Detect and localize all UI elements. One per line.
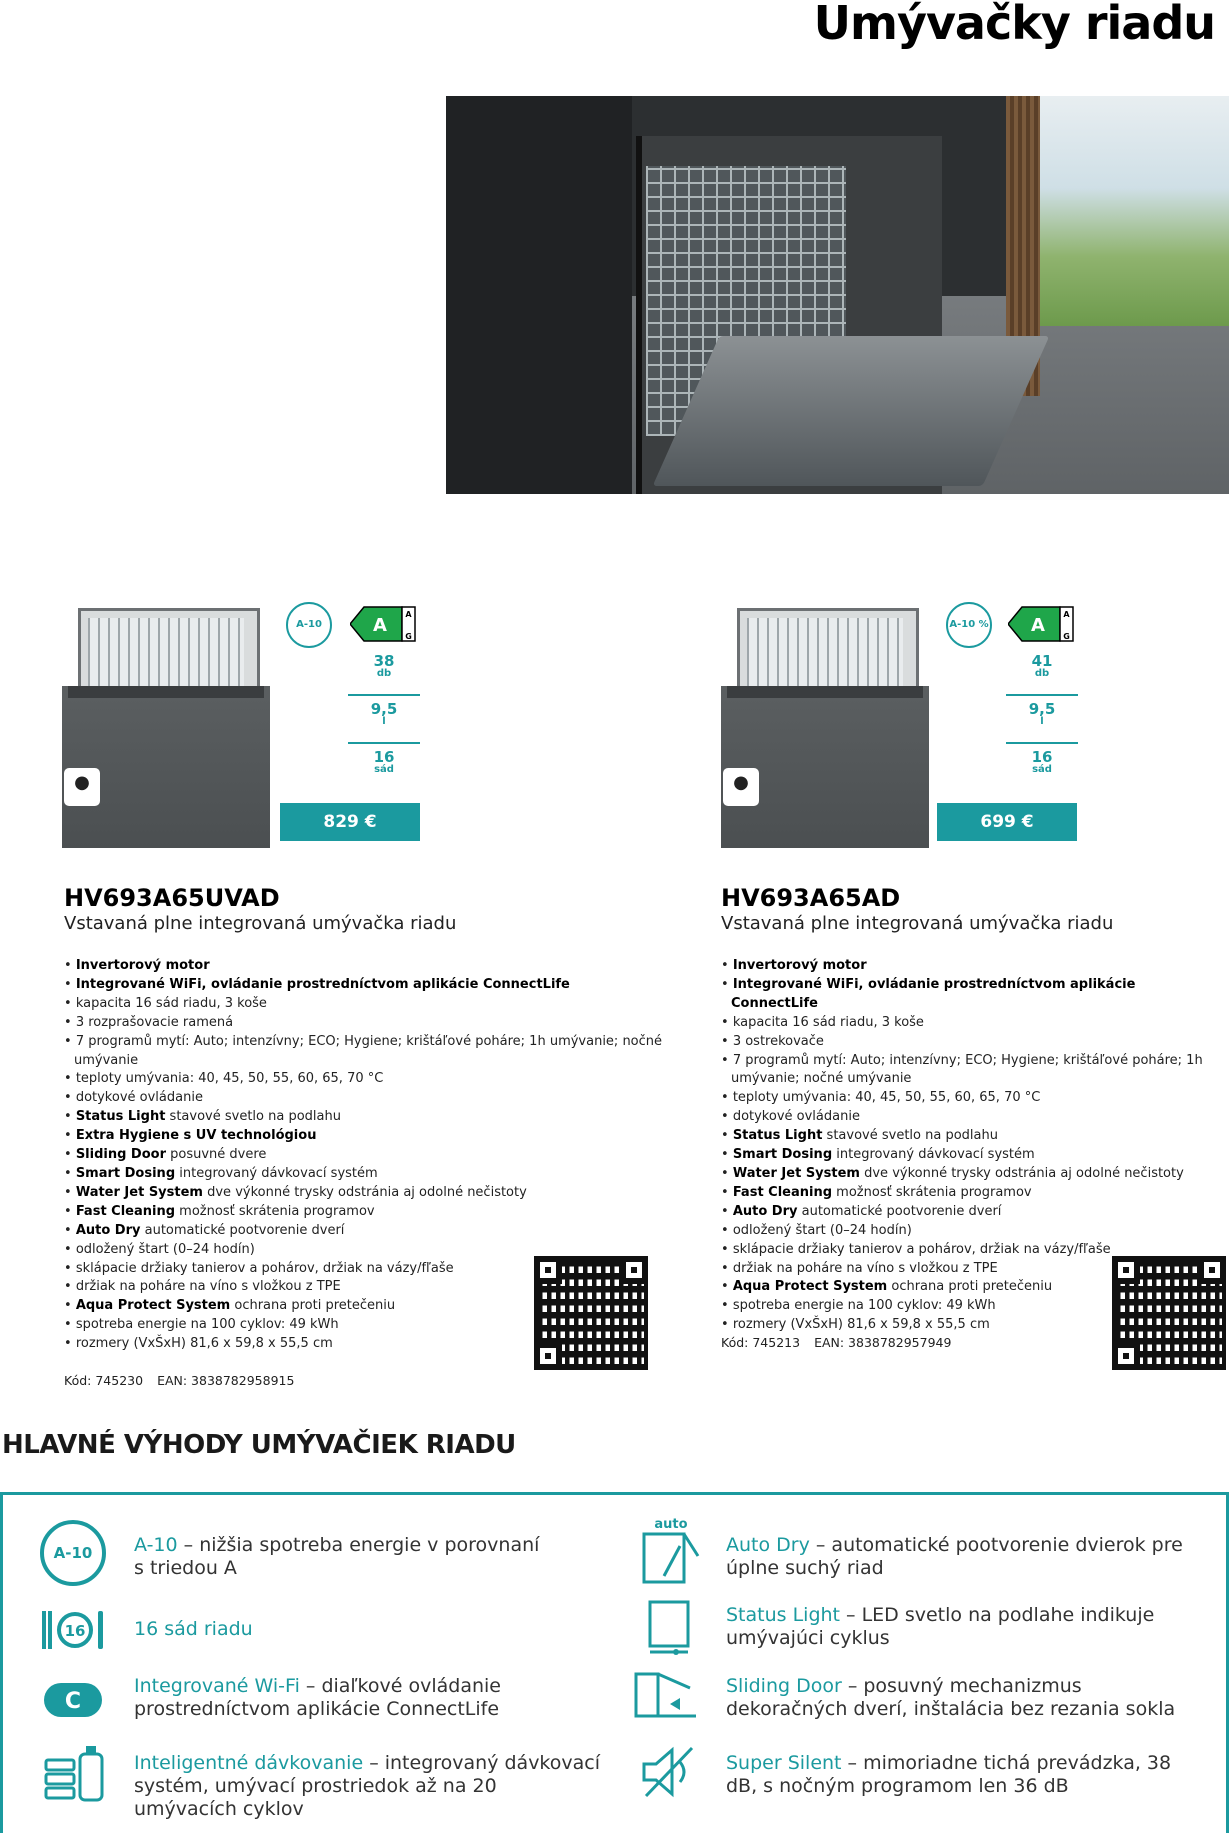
- feature-highlight: Status Light: [732, 1128, 823, 1144]
- feature-text: dve výkonné trysky odstránia aj odolné nečistoty: [202, 1184, 527, 1200]
- feature-item: [64, 995, 684, 1014]
- feature-text: 7 programů mytí: Auto; intenzívny; ECO; Hygiene; krištáľové poháre; 1h umývanie; nočné umývanie: [731, 1052, 1203, 1087]
- spec-water: 9,5 l: [348, 696, 420, 744]
- feature-text: stavové svetlo na podlahu: [822, 1128, 998, 1144]
- product-subtitle: Vstavaná plne integrovaná umývačka riadu: [64, 913, 457, 934]
- feature-text: teploty umývania: 40, 45, 50, 55, 60, 65, 70 °C: [732, 1090, 1041, 1106]
- benefit-smart-dosing: Inteligentné dávkovanie – integrovaný dávkovací systém, umývací prostriedok až na 20 umývacích cyklov: [134, 1752, 600, 1820]
- benefit-sliding-door: Sliding Door – posuvný mechanizmus dekoračných dverí, inštalácia bez rezania sokla: [726, 1675, 1176, 1720]
- feature-text: spotreba energie na 100 cyklov: 49 kWh: [75, 1317, 339, 1333]
- feature-text: spotreba energie na 100 cyklov: 49 kWh: [732, 1298, 996, 1314]
- feature-text: odložený štart (0–24 hodín): [75, 1241, 255, 1257]
- price-tag: 699 €: [937, 803, 1077, 841]
- auto-dry-icon: [636, 1516, 706, 1586]
- product-codes: [64, 1373, 294, 1388]
- feature-text: posuvné dvere: [166, 1147, 267, 1163]
- energy-class-letter: A: [373, 615, 387, 636]
- feature-text: ochrana proti pretečeniu: [887, 1279, 1053, 1295]
- feature-item: [64, 976, 684, 995]
- page-title: Umývačky riadu: [813, 0, 1215, 50]
- feature-text: stavové svetlo na podlahu: [165, 1109, 341, 1125]
- feature-item: [721, 1165, 1216, 1184]
- benefit-energy: A-10 – nižšia spotreba energie v porovnaní s triedou A: [134, 1534, 540, 1579]
- spec-noise: 41 db: [1006, 648, 1078, 696]
- feature-text: ochrana proti pretečeniu: [230, 1298, 396, 1314]
- product-subtitle: Vstavaná plne integrovaná umývačka riadu: [721, 913, 1114, 934]
- benefit-super-silent: Super Silent – mimoriadne tichá prevádzka, 38 dB, s nočným programom len 36 dB: [726, 1752, 1172, 1797]
- feature-text: integrovaný dávkovací systém: [175, 1165, 378, 1181]
- feature-text: kapacita 16 sád riadu, 3 koše: [732, 1014, 924, 1030]
- feature-item: [721, 1222, 1216, 1241]
- feature-item: [721, 1108, 1216, 1127]
- feature-highlight: Smart Dosing: [732, 1147, 833, 1163]
- energy-reduction-badge: A-10: [286, 602, 332, 648]
- feature-item: [64, 1222, 684, 1241]
- feature-text: integrovaný dávkovací systém: [832, 1147, 1035, 1163]
- wifi-icon: ●: [64, 768, 100, 806]
- detergent-dosing-icon: [38, 1740, 108, 1810]
- feature-text: dve výkonné trysky odstránia aj odolné nečistoty: [859, 1165, 1184, 1181]
- feature-text: dotykové ovládanie: [732, 1109, 860, 1125]
- feature-highlight: Aqua Protect System: [732, 1279, 888, 1295]
- feature-item: [721, 1184, 1216, 1203]
- feature-item: [64, 1089, 684, 1108]
- status-light-icon: [636, 1598, 706, 1658]
- product-ean: EAN: 3838782958915: [157, 1373, 295, 1388]
- feature-highlight: Water Jet System: [732, 1165, 860, 1181]
- model-name: HV693A65AD: [721, 884, 901, 912]
- feature-highlight: Integrované WiFi, ovládanie prostredníctvom aplikácie ConnectLife: [75, 976, 570, 992]
- product-image: [62, 608, 270, 848]
- product-image: [721, 608, 929, 848]
- feature-text: kapacita 16 sád riadu, 3 koše: [75, 995, 267, 1011]
- feature-item: [64, 1033, 684, 1071]
- benefit-wifi: Integrované Wi-Fi – diaľkové ovládanie prostredníctvom aplikácie ConnectLife: [134, 1675, 501, 1720]
- energy-scale-top: A: [1063, 610, 1070, 619]
- product-ean: EAN: 3838782957949: [814, 1335, 952, 1350]
- hero-dishwasher-photo: [446, 96, 1229, 494]
- feature-item: [64, 1014, 684, 1033]
- benefits-heading: HLAVNÉ VÝHODY UMÝVAČIEK RIADU: [2, 1430, 516, 1460]
- spec-capacity: 16 sád: [373, 748, 395, 775]
- feature-item: [721, 1052, 1216, 1090]
- spec-noise: 38 db: [348, 648, 420, 696]
- feature-text: automatické pootvorenie dverí: [140, 1222, 345, 1238]
- feature-text: držiak na poháre na víno s vložkou z TPE: [732, 1260, 998, 1276]
- feature-highlight: Invertorový motor: [732, 958, 867, 973]
- feature-highlight: Fast Cleaning: [75, 1203, 176, 1219]
- spec-water: 9,5 l: [1006, 696, 1078, 744]
- svg-text:C: C: [64, 1689, 82, 1714]
- feature-item: [721, 1033, 1216, 1052]
- feature-item: [64, 1184, 684, 1203]
- feature-item: [721, 1089, 1216, 1108]
- feature-item: [721, 1146, 1216, 1165]
- qr-code[interactable]: [1112, 1256, 1226, 1370]
- feature-text: 3 ostrekovače: [732, 1033, 824, 1049]
- spec-list: [348, 648, 420, 790]
- feature-text: 3 rozprašovacie ramená: [75, 1014, 234, 1030]
- feature-text: odložený štart (0–24 hodín): [732, 1222, 912, 1238]
- feature-item: [64, 957, 684, 976]
- energy-reduction-badge: A-10 %: [946, 602, 992, 648]
- product-code: Kód: 745213: [721, 1335, 801, 1350]
- feature-text: automatické pootvorenie dverí: [797, 1203, 1002, 1219]
- feature-item: [64, 1108, 684, 1127]
- feature-item: [64, 1070, 684, 1089]
- feature-item: [721, 1127, 1216, 1146]
- energy-scale-bottom: G: [405, 632, 412, 641]
- feature-highlight: Auto Dry: [75, 1222, 141, 1238]
- feature-text: rozmery (VxŠxH) 81,6 x 59,8 x 55,5 cm: [732, 1317, 990, 1333]
- feature-item: [64, 1203, 684, 1222]
- feature-text: možnosť skrátenia programov: [175, 1203, 375, 1219]
- super-silent-icon: [636, 1742, 706, 1802]
- svg-text:16: 16: [64, 1622, 86, 1640]
- feature-text: dotykové ovládanie: [75, 1090, 203, 1106]
- feature-text: možnosť skrátenia programov: [832, 1184, 1032, 1200]
- connectlife-icon: [38, 1675, 108, 1731]
- feature-text: teploty umývania: 40, 45, 50, 55, 60, 65, 70 °C: [75, 1071, 384, 1087]
- energy-class-label: [1008, 606, 1074, 642]
- energy-scale-bottom: G: [1063, 632, 1070, 641]
- benefit-place-settings: 16 sád riadu: [134, 1618, 253, 1640]
- spec-capacity: 16 sád: [1031, 748, 1053, 775]
- feature-item: [64, 1165, 684, 1184]
- feature-highlight: Integrované WiFi, ovládanie prostredníctvom aplikácie ConnectLife: [731, 976, 1136, 1011]
- spec-list: [1006, 648, 1078, 790]
- feature-highlight: Smart Dosing: [75, 1165, 176, 1181]
- feature-item: [721, 976, 1216, 1014]
- model-name: HV693A65UVAD: [64, 884, 280, 912]
- feature-text: sklápacie držiaky tanierov a pohárov, držiak na vázy/fľaše: [75, 1260, 454, 1276]
- energy-class-letter: A: [1031, 615, 1045, 636]
- feature-text: 7 programů mytí: Auto; intenzívny; ECO; Hygiene; krištáľové poháre; 1h umývanie; nočné umývanie: [74, 1033, 663, 1068]
- feature-item: [721, 1014, 1216, 1033]
- feature-highlight: Aqua Protect System: [75, 1298, 231, 1314]
- feature-item: [64, 1146, 684, 1165]
- product-code: Kód: 745230: [64, 1373, 144, 1388]
- svg-text:A-10: A-10: [53, 1544, 93, 1562]
- feature-text: rozmery (VxŠxH) 81,6 x 59,8 x 55,5 cm: [75, 1336, 333, 1352]
- feature-item: [721, 1203, 1216, 1222]
- energy-class-icon: [38, 1518, 108, 1574]
- feature-item: [721, 957, 1216, 976]
- feature-highlight: Extra Hygiene s UV technológiou: [75, 1128, 317, 1144]
- energy-scale-top: A: [405, 610, 412, 619]
- feature-highlight: Invertorový motor: [75, 958, 210, 973]
- qr-code[interactable]: [534, 1256, 648, 1370]
- feature-text: sklápacie držiaky tanierov a pohárov, držiak na vázy/fľaše: [732, 1241, 1111, 1257]
- benefit-status-light: Status Light – LED svetlo na podlahe indikuje umývajúci cyklus: [726, 1604, 1155, 1649]
- price-tag: 829 €: [280, 803, 420, 841]
- product-codes: [721, 1335, 951, 1350]
- feature-highlight: Sliding Door: [75, 1147, 166, 1163]
- feature-item: [64, 1127, 684, 1146]
- svg-text:auto: auto: [654, 1517, 688, 1532]
- feature-highlight: Fast Cleaning: [732, 1184, 833, 1200]
- place-settings-icon: [38, 1605, 108, 1661]
- benefit-auto-dry: Auto Dry – automatické pootvorenie dvierok pre úplne suchý riad: [726, 1534, 1183, 1579]
- feature-highlight: Water Jet System: [75, 1184, 203, 1200]
- energy-class-label: [350, 606, 416, 642]
- feature-highlight: Auto Dry: [732, 1203, 798, 1219]
- feature-highlight: Status Light: [75, 1109, 166, 1125]
- sliding-door-icon: [630, 1668, 700, 1728]
- wifi-icon: ●: [723, 768, 759, 806]
- feature-text: držiak na poháre na víno s vložkou z TPE: [75, 1279, 341, 1295]
